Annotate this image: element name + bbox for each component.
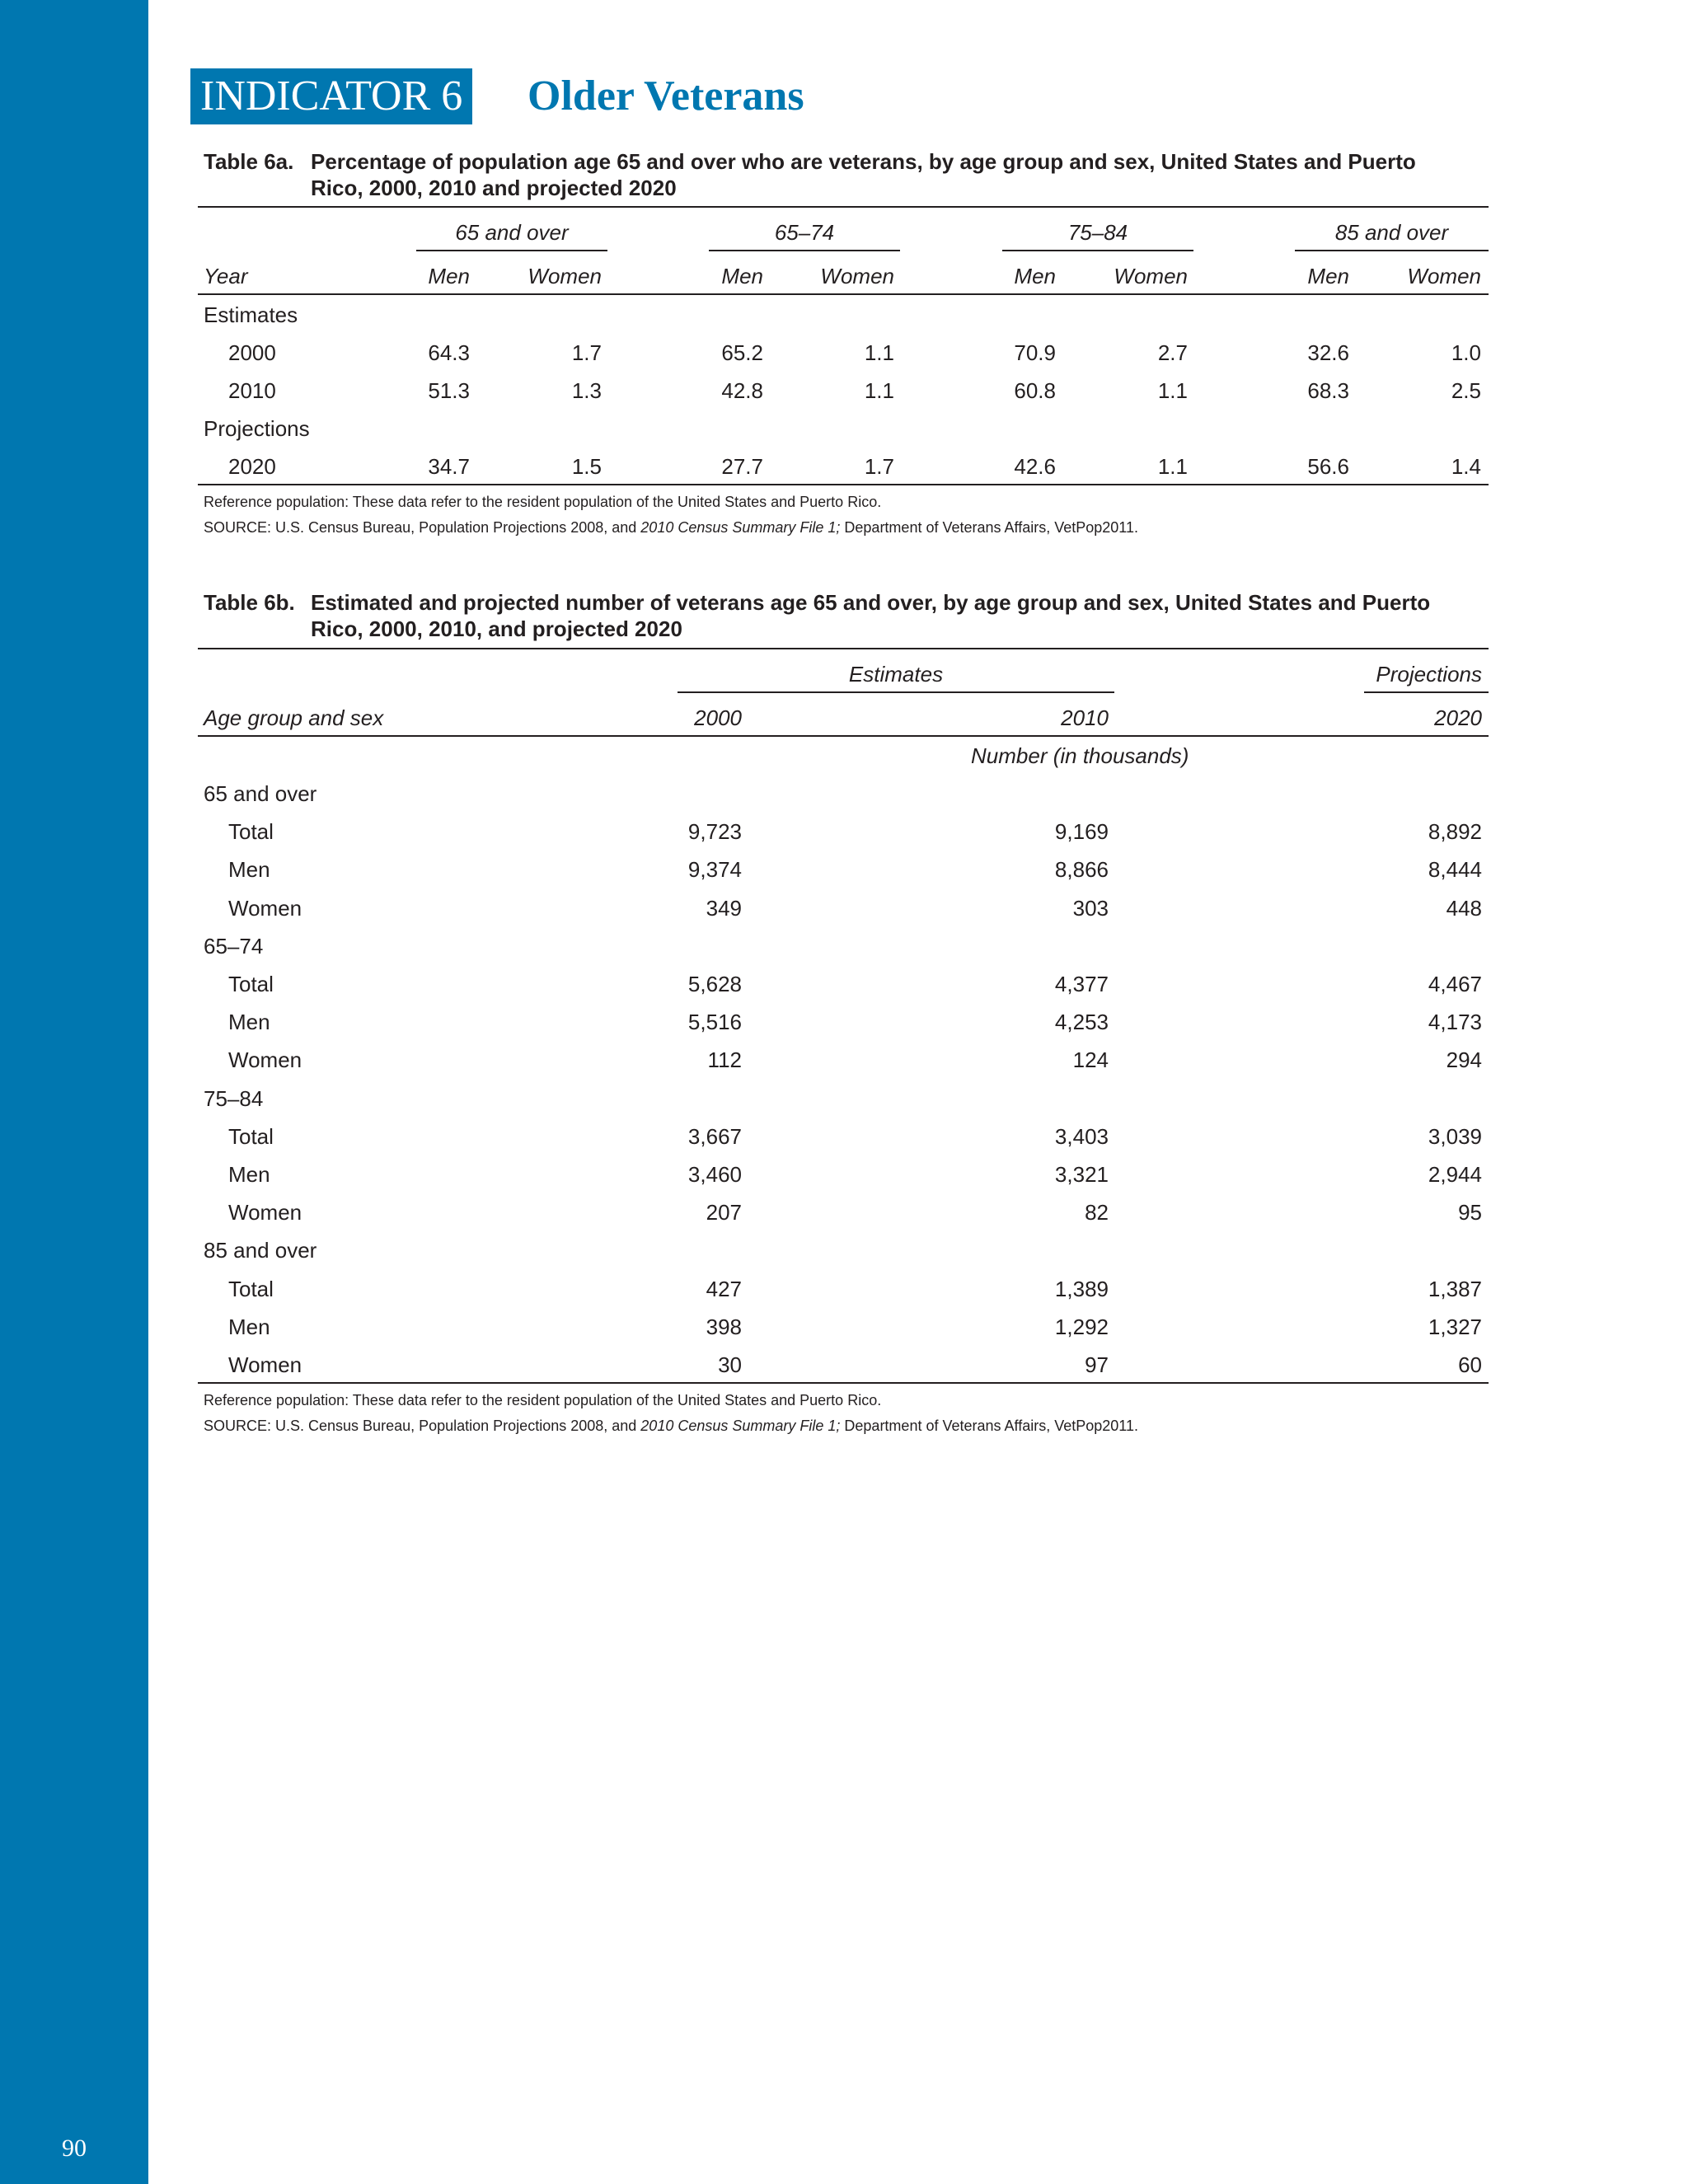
indicator-badge: INDICATOR 6 [190, 68, 472, 124]
table-6b-year-header: 2000 [694, 705, 742, 730]
table-6b-cell: 3,321 [1054, 1162, 1109, 1187]
table-6a-row-label: 2010 [228, 378, 276, 403]
table-6b-row-label: Total [228, 1276, 274, 1301]
table-6a-cell: 2.5 [1451, 378, 1481, 403]
table-6b-source: SOURCE: U.S. Census Bureau, Population Projections 2008, and 2010 Census Summary File 1; Department of Veterans Affairs, VetPop2011. [204, 1418, 1138, 1434]
table-6a-caption-line2: Rico, 2000, 2010 and projected 2020 [311, 176, 677, 200]
table-6b-cell: 30 [718, 1352, 742, 1377]
table-6b-group-estimates: Estimates [848, 662, 944, 687]
table-6a-group-header: 75–84 [1067, 220, 1128, 245]
table-6b-cell: 82 [1085, 1200, 1109, 1226]
table-6a-cell: 51.3 [428, 378, 470, 403]
table-6a-cell: 1.3 [571, 378, 602, 403]
table-6b-cell: 8,866 [1054, 857, 1109, 883]
table-6b-row-label: Women [228, 1352, 302, 1377]
table-6b-cell: 4,377 [1054, 972, 1109, 996]
table-6b-caption-line1: Estimated and projected number of veterans age 65 and over, by age group and sex, United States and Puerto [311, 590, 1431, 615]
table-6b-group-underline-projections [1364, 691, 1489, 693]
table-6a-cell: 1.0 [1451, 340, 1481, 365]
table-6b-row-label: Total [228, 1123, 274, 1149]
table-6b-cell: 398 [706, 1314, 742, 1339]
table-6b-cell: 448 [1446, 895, 1482, 921]
table-6b-cell: 112 [707, 1047, 742, 1073]
table-6b-caption-line2: Rico, 2000, 2010, and projected 2020 [311, 616, 682, 641]
table-6a-section-label: Projections [204, 416, 310, 441]
table-6a-cell: 68.3 [1307, 378, 1349, 403]
table-6b-cell: 3,460 [687, 1162, 742, 1187]
table-6b-section-label: 65–74 [204, 933, 264, 958]
table-6b-cell: 5,516 [687, 1010, 742, 1035]
table-6b-cell: 1,387 [1428, 1276, 1482, 1301]
table-6a-group-underline [1295, 250, 1489, 251]
table-6b-header-rule [198, 735, 1489, 737]
table-6a-subheader-women: Women [528, 264, 602, 288]
table-6b-cell: 60 [1458, 1352, 1482, 1377]
sidebar-band [0, 0, 148, 2184]
table-6b-cell: 3,039 [1428, 1123, 1482, 1149]
table-6b-cell: 427 [706, 1276, 742, 1301]
table-6b-cell: 4,173 [1428, 1010, 1482, 1035]
table-6b-cell: 3,667 [687, 1123, 742, 1149]
table-6b-row-header: Age group and sex [204, 705, 384, 730]
table-6b-cell: 8,892 [1428, 819, 1482, 845]
table-6a-subheader-men: Men [1307, 264, 1349, 288]
table-6b-section-label: 65 and over [204, 781, 317, 806]
table-6b-year-header: 2010 [1061, 705, 1109, 730]
table-6b-cell: 95 [1458, 1200, 1482, 1226]
table-6a-caption-line1: Percentage of population age 65 and over who are veterans, by age group and sex, United States and Puerto [311, 149, 1416, 174]
table-6a-cell: 1.1 [864, 378, 894, 403]
table-6b-group-underline-estimates [678, 691, 1114, 693]
table-6a-cell: 1.1 [1157, 378, 1188, 403]
table-6b-row-label: Women [228, 1200, 302, 1226]
table-6a-cell: 70.9 [1014, 340, 1056, 365]
table-6b-group-projections: Projections [1376, 662, 1482, 687]
page-number: 90 [62, 2135, 87, 2162]
table-6b-cell: 1,389 [1054, 1276, 1109, 1301]
table-6a-row-label: 2020 [228, 454, 276, 479]
table-6b-section-label: 85 and over [204, 1238, 317, 1263]
table-6b-cell: 1,292 [1054, 1314, 1109, 1339]
table-6b-cell: 3,403 [1054, 1123, 1109, 1149]
table-6a-cell: 32.6 [1307, 340, 1349, 365]
table-6a-row-header: Year [204, 264, 248, 288]
table-6a-note: Reference population: These data refer to the resident population of the United States and Puerto Rico. [204, 494, 882, 510]
table-6a-subheader-women: Women [820, 264, 894, 288]
table-6b-cell: 4,467 [1428, 972, 1482, 996]
table-6b-top-rule [198, 648, 1489, 649]
table-6a-subheader-women: Women [1407, 264, 1481, 288]
table-6a-subheader-men: Men [1014, 264, 1056, 288]
table-6a-bottom-rule [198, 484, 1489, 485]
table-6a-caption [204, 148, 1477, 201]
table-6b-row-label: Men [228, 1010, 270, 1035]
table-6b-cell: 9,723 [687, 819, 742, 845]
table-6a-cell: 65.2 [721, 340, 763, 365]
table-6a-header-rule [198, 293, 1489, 295]
table-6a-section-label: Estimates [204, 302, 298, 327]
page-title: Older Veterans [528, 73, 804, 120]
table-6a-cell: 34.7 [428, 454, 470, 479]
table-6a-group-underline [709, 250, 900, 251]
table-6a-cell: 42.6 [1014, 454, 1056, 479]
table-6a-cell: 1.7 [864, 454, 894, 479]
table-6a-cell: 1.5 [571, 454, 602, 479]
table-6a-cell: 1.7 [571, 340, 602, 365]
table-6b-cell: 294 [1446, 1047, 1482, 1073]
table-6a-source: SOURCE: U.S. Census Bureau, Population Projections 2008, and 2010 Census Summary File 1; Department of Veterans Affairs, VetPop2011. [204, 519, 1138, 536]
table-6b-cell: 8,444 [1428, 857, 1482, 883]
table-6b-row-label: Women [228, 1047, 302, 1073]
table-6a-subheader-men: Men [721, 264, 763, 288]
table-6b-cell: 2,944 [1428, 1162, 1482, 1187]
table-6b-cell: 5,628 [687, 972, 742, 996]
table-6b-cell: 349 [706, 895, 742, 921]
table-6b-row-label: Women [228, 895, 302, 921]
table-6b-caption [204, 589, 1477, 642]
table-6b-cell: 4,253 [1054, 1010, 1109, 1035]
table-6a-cell: 1.4 [1451, 454, 1481, 479]
table-6a-top-rule [198, 206, 1489, 208]
table-6b-label: Table 6b. [204, 590, 295, 615]
table-6a-label: Table 6a. [204, 149, 294, 174]
table-6b-cell: 9,374 [687, 857, 742, 883]
table-6a-cell: 60.8 [1014, 378, 1056, 403]
table-6b-cell: 303 [1072, 895, 1109, 921]
table-6b-year-header: 2020 [1434, 705, 1482, 730]
table-6a-group-header: 65–74 [774, 220, 835, 245]
table-6a-subheader-men: Men [428, 264, 470, 288]
table-6b-row-label: Men [228, 857, 270, 883]
table-6a-group-header: 65 and over [455, 220, 569, 245]
table-6b-note: Reference population: These data refer to the resident population of the United States and Puerto Rico. [204, 1392, 882, 1408]
table-6a-row-label: 2000 [228, 340, 276, 365]
table-6b-bottom-rule [198, 1382, 1489, 1384]
table-6b-row-label: Total [228, 819, 274, 845]
table-6a-cell: 1.1 [864, 340, 894, 365]
table-6b-section-label: 75–84 [204, 1085, 264, 1111]
table-6a-cell: 2.7 [1157, 340, 1188, 365]
table-6b-cell: 124 [1072, 1047, 1109, 1073]
table-6b-row-label: Total [228, 972, 274, 996]
table-6b-unit-label: Number (in thousands) [971, 743, 1189, 768]
table-6b-row-label: Men [228, 1314, 270, 1339]
table-6a-cell: 56.6 [1307, 454, 1349, 479]
table-6a-subheader-women: Women [1114, 264, 1188, 288]
table-6b-cell: 9,169 [1054, 819, 1109, 845]
table-6a-group-header: 85 and over [1334, 220, 1449, 245]
table-6a-cell: 1.1 [1157, 454, 1188, 479]
table-6b-row-label: Men [228, 1162, 270, 1187]
table-6a-cell: 42.8 [721, 378, 763, 403]
table-6a-cell: 27.7 [721, 454, 763, 479]
table-6a-cell: 64.3 [428, 340, 470, 365]
table-6a-group-underline [416, 250, 607, 251]
table-6b-cell: 1,327 [1428, 1314, 1482, 1339]
table-6b-cell: 97 [1085, 1352, 1109, 1377]
table-6b-cell: 207 [706, 1200, 742, 1226]
table-6a-group-underline [1002, 250, 1193, 251]
